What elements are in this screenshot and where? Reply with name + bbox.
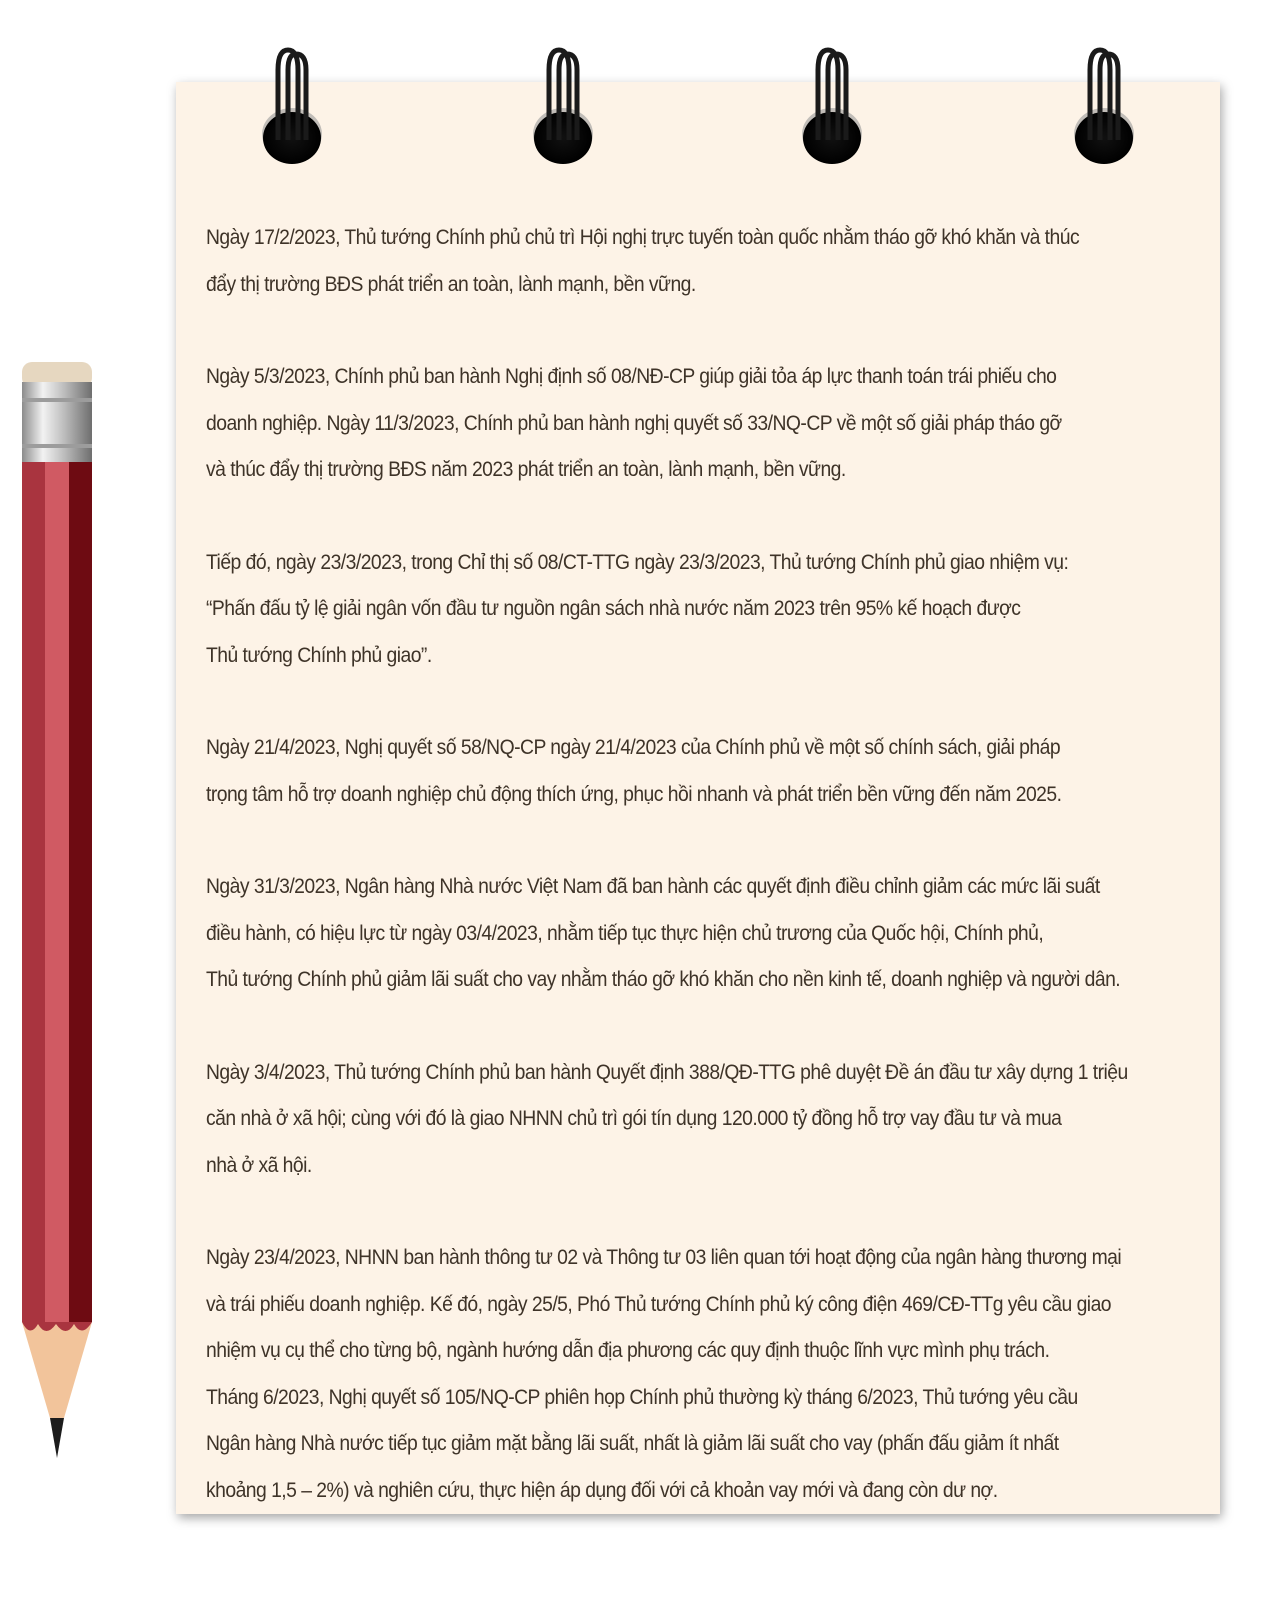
pencil-icon (20, 358, 94, 1488)
text-line: nhiệm vụ cụ thể cho từng bộ, ngành hướng dẫn địa phương các quy định thuộc lĩnh vực mình phụ trách. (206, 1338, 1050, 1362)
timeline-text (206, 214, 1216, 1559)
text-line: Ngày 23/4/2023, NHNN ban hành thông tư 02 và Thông tư 03 liên quan tới hoạt động của ngân hàng thương mại (206, 1245, 1122, 1269)
paragraph-5 (206, 863, 1214, 1003)
text-line: Ngân hàng Nhà nước tiếp tục giảm mặt bằng lãi suất, nhất là giảm lãi suất cho vay (phấn đấu giảm ít nhất (206, 1431, 1059, 1455)
text-line: Ngày 31/3/2023, Ngân hàng Nhà nước Việt Nam đã ban hành các quyết định điều chỉnh giảm các mức lãi suất (206, 874, 1100, 898)
text-line: Ngày 21/4/2023, Nghị quyết số 58/NQ-CP ngày 21/4/2023 của Chính phủ về một số chính sách, giải pháp (206, 735, 1061, 759)
text-line: doanh nghiệp. Ngày 11/3/2023, Chính phủ ban hành nghị quyết số 33/NQ-CP về một số giải pháp tháo gỡ (206, 410, 1062, 435)
text-line: “Phấn đấu tỷ lệ giải ngân vốn đầu tư nguồn ngân sách nhà nước năm 2023 trên 95% kế hoạch được (206, 596, 1021, 620)
paragraph-2 (206, 353, 1214, 493)
text-line: và trái phiếu doanh nghiệp. Kế đó, ngày 25/5, Phó Thủ tướng Chính phủ ký công điện 469/CĐ-TTg yêu cầu giao (206, 1291, 1112, 1316)
text-line: Ngày 17/2/2023, Thủ tướng Chính phủ chủ trì Hội nghị trực tuyến toàn quốc nhằm tháo gỡ khó khăn và thúc (206, 225, 1080, 249)
text-line: và thúc đẩy thị trường BĐS năm 2023 phát triển an toàn, lành mạnh, bền vững. (206, 457, 846, 481)
text-line: điều hành, có hiệu lực từ ngày 03/4/2023, nhằm tiếp tục thực hiện chủ trương của Quốc hội, Chính phủ, (206, 920, 1044, 945)
text-line: Ngày 5/3/2023, Chính phủ ban hành Nghị định số 08/NĐ-CP giúp giải tỏa áp lực thanh toán trái phiếu cho (206, 364, 1057, 388)
paragraph-3 (206, 539, 1214, 679)
paragraph-1 (206, 214, 1214, 307)
text-line: trọng tâm hỗ trợ doanh nghiệp chủ động thích ứng, phục hồi nhanh và phát triển bền vững đến năm 2025. (206, 781, 1062, 806)
text-line: khoảng 1,5 – 2%) và nghiên cứu, thực hiện áp dụng đối với cả khoản vay mới và đang còn dư nợ. (206, 1477, 998, 1502)
paragraph-7 (206, 1234, 1214, 1513)
text-line: Thủ tướng Chính phủ giao”. (206, 642, 432, 667)
text-line: Tiếp đó, ngày 23/3/2023, trong Chỉ thị số 08/CT-TTG ngày 23/3/2023, Thủ tướng Chính phủ giao nhiệm vụ: (206, 549, 1069, 574)
text-line: Ngày 3/4/2023, Thủ tướng Chính phủ ban hành Quyết định 388/QĐ-TTG phê duyệt Đề án đầu tư xây dựng 1 triệu (206, 1059, 1128, 1084)
paragraph-4 (206, 724, 1214, 817)
paragraph-6 (206, 1049, 1214, 1189)
text-line: Tháng 6/2023, Nghị quyết số 105/NQ-CP phiên họp Chính phủ thường kỳ tháng 6/2023, Thủ tướng yêu cầu (206, 1384, 1078, 1409)
text-line: đẩy thị trường BĐS phát triển an toàn, lành mạnh, bền vững. (206, 271, 696, 296)
text-line: căn nhà ở xã hội; cùng với đó là giao NHNN chủ trì gói tín dụng 120.000 tỷ đồng hỗ trợ vay đầu tư và mua (206, 1106, 1062, 1130)
text-line: nhà ở xã hội. (206, 1152, 312, 1177)
text-line: Thủ tướng Chính phủ giảm lãi suất cho vay nhằm tháo gỡ khó khăn cho nền kinh tế, doanh nghiệp và người dân. (206, 967, 1121, 991)
